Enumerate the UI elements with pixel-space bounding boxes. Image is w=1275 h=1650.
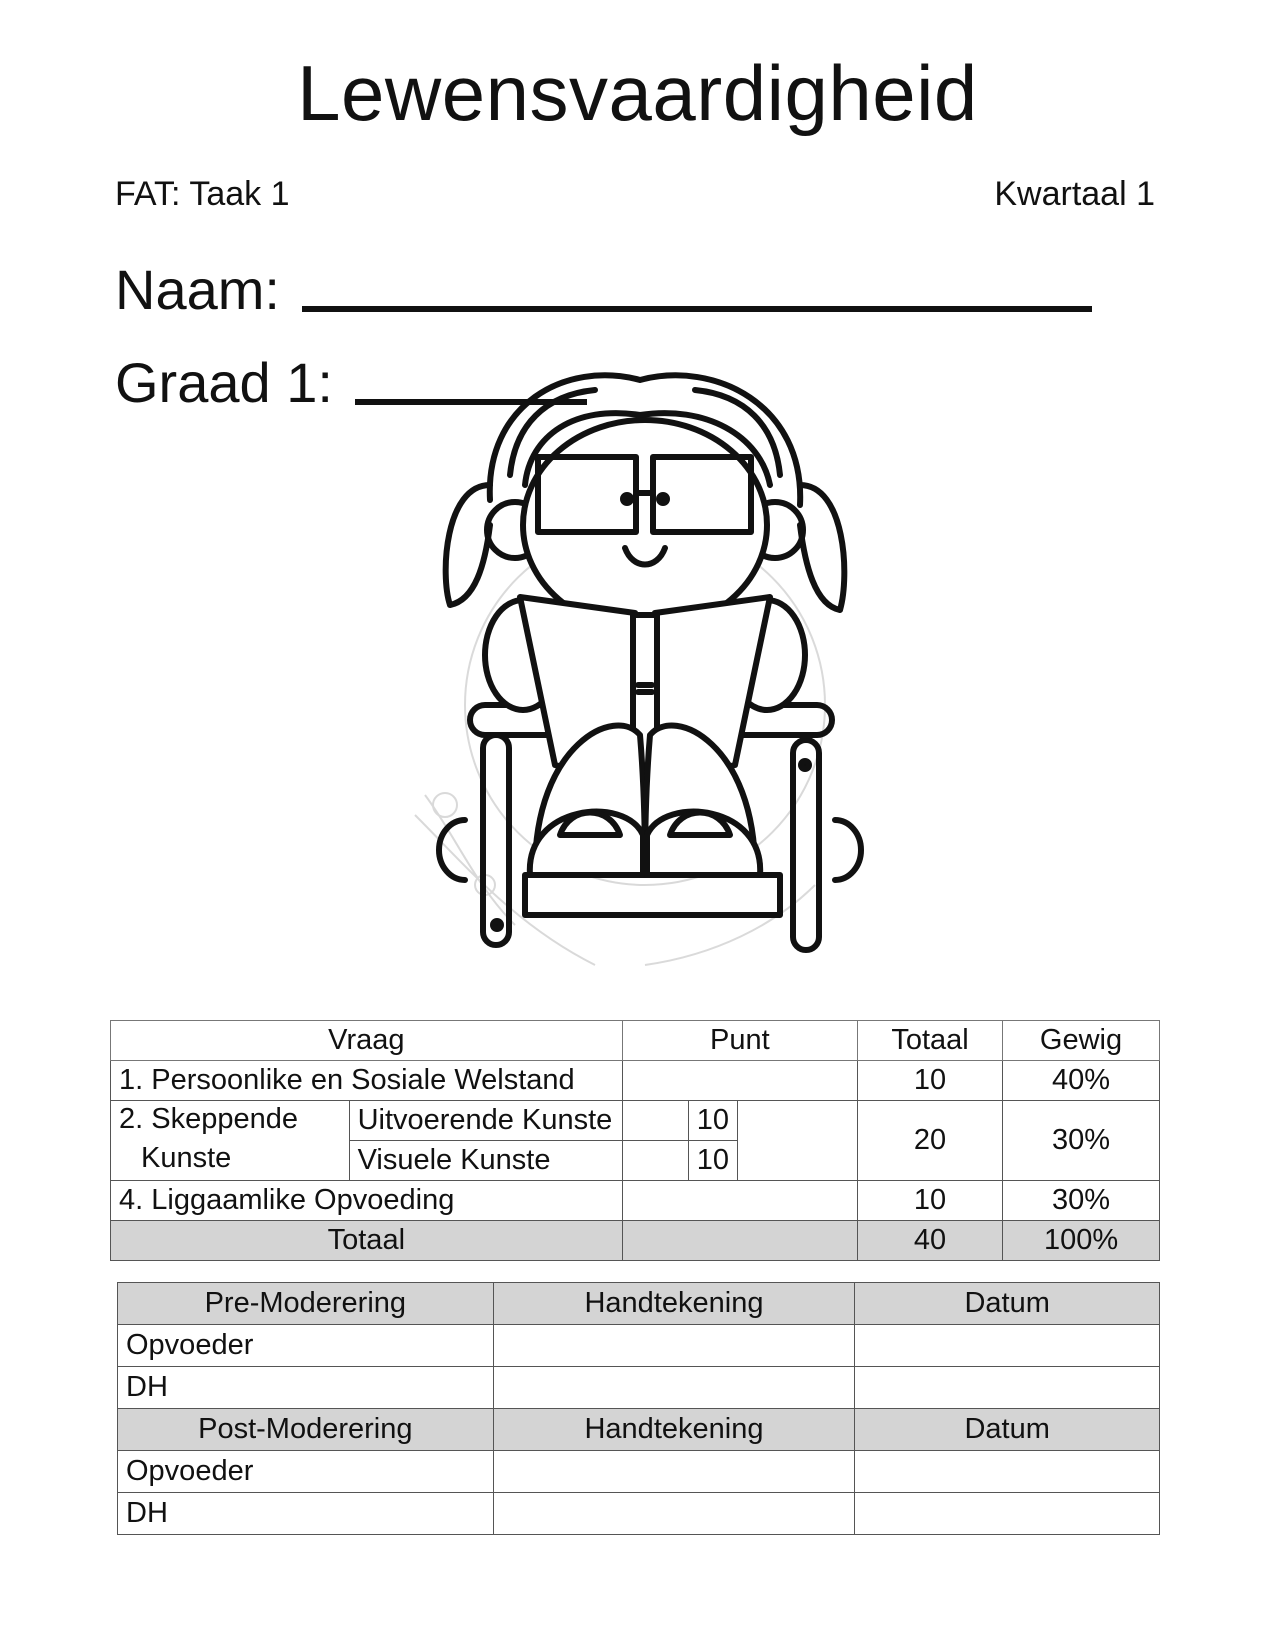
signature-cell[interactable] [493,1493,855,1535]
subquestion-cell: Uitvoerende Kunste [349,1101,622,1141]
marks-header-row [111,1021,1160,1061]
signature-heading: Handtekening [493,1409,855,1451]
post-moderation-heading: Post-Moderering [118,1409,494,1451]
subquestion-cell: Visuele Kunste [349,1141,622,1181]
marks-table [110,1020,1160,1261]
question-header: Vraag [111,1021,623,1061]
question-cell: 4. Liggaamlike Opvoeding [111,1181,623,1221]
name-field-row [115,258,1092,321]
grand-weight-cell: 100% [1003,1221,1160,1261]
mark-cell[interactable] [737,1101,857,1181]
total-label-cell: Totaal [111,1221,623,1261]
date-heading: Datum [855,1283,1160,1325]
total-mark-cell[interactable] [622,1221,857,1261]
post-moderation-header-row [118,1409,1160,1451]
weight-cell: 30% [1003,1181,1160,1221]
question-cell [111,1101,350,1181]
name-label: Naam: [115,258,280,321]
table-row [111,1181,1160,1221]
page-title: Lewensvaardigheid [297,49,978,137]
grand-total-cell: 40 [858,1221,1003,1261]
date-cell[interactable] [855,1367,1160,1409]
task-label: FAT: Taak 1 [115,175,290,213]
question-cell: 1. Persoonlike en Sosiale Welstand [111,1061,623,1101]
mark-cell[interactable] [622,1181,857,1221]
max-mark-cell: 10 [688,1101,737,1141]
question-line: Kunste [141,1142,232,1174]
role-cell: Opvoeder [118,1325,494,1367]
pre-moderation-header-row [118,1283,1160,1325]
mark-header: Punt [622,1021,857,1061]
total-cell: 10 [858,1061,1003,1101]
pre-moderation-heading: Pre-Moderering [118,1283,494,1325]
marks-total-row [111,1221,1160,1261]
grade-label: Graad 1: [115,351,333,414]
signature-cell[interactable] [493,1451,855,1493]
signature-cell[interactable] [493,1325,855,1367]
role-cell: DH [118,1367,494,1409]
role-cell: Opvoeder [118,1451,494,1493]
signature-cell[interactable] [493,1367,855,1409]
total-header: Totaal [858,1021,1003,1061]
girl-reading-book-in-wheelchair-icon [395,365,895,1005]
weight-header: Gewig [1003,1021,1160,1061]
weight-cell: 30% [1003,1101,1160,1181]
table-row [111,1101,1160,1141]
term-label: Kwartaal 1 [994,175,1155,213]
date-heading: Datum [855,1409,1160,1451]
table-row [118,1451,1160,1493]
mark-cell[interactable] [622,1101,688,1141]
date-cell[interactable] [855,1451,1160,1493]
total-cell: 10 [858,1181,1003,1221]
mark-cell[interactable] [622,1061,857,1101]
mark-cell[interactable] [622,1141,688,1181]
table-row [118,1493,1160,1535]
table-row [118,1325,1160,1367]
moderation-table [117,1282,1160,1535]
max-mark-cell: 10 [688,1141,737,1181]
weight-cell: 40% [1003,1061,1160,1101]
date-cell[interactable] [855,1493,1160,1535]
role-cell: DH [118,1493,494,1535]
signature-heading: Handtekening [493,1283,855,1325]
date-cell[interactable] [855,1325,1160,1367]
question-line: 2. Skeppende [119,1103,298,1135]
total-cell: 20 [858,1101,1003,1181]
table-row [118,1367,1160,1409]
table-row [111,1061,1160,1101]
name-write-line[interactable] [302,306,1092,312]
